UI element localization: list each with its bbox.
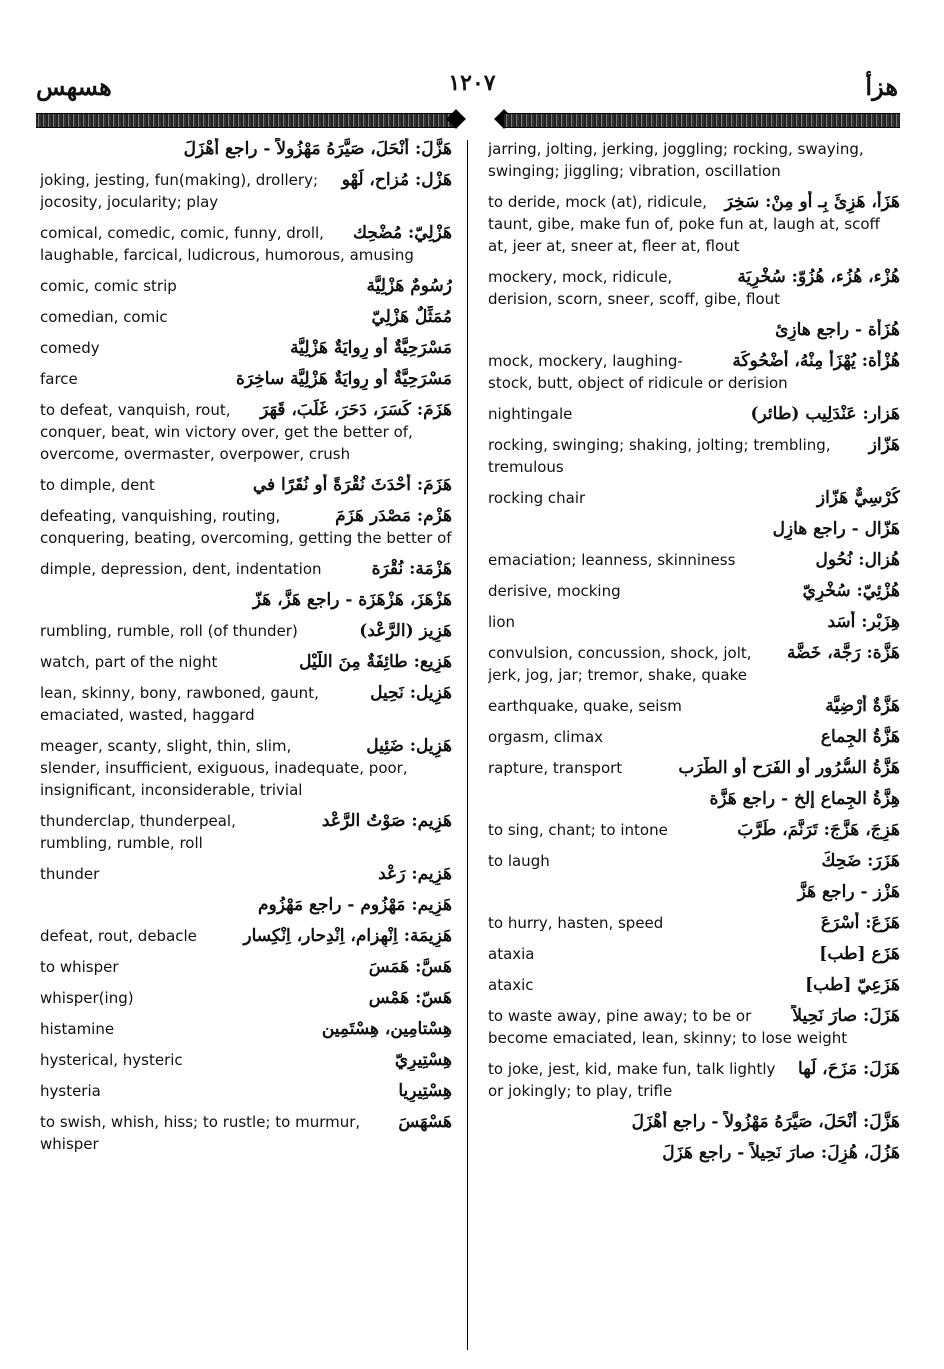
dictionary-entry (40, 169, 452, 213)
dictionary-entry (40, 474, 452, 496)
dictionary-entry (488, 943, 900, 965)
dictionary-entry (40, 735, 452, 801)
dictionary-entry (40, 337, 452, 359)
arabic-headword: هَزَّةُ الجِماع (820, 727, 900, 747)
english-definition: to sing, chant; to intone (488, 821, 668, 839)
dictionary-entry (40, 620, 452, 642)
arabic-headword: هُزَأَة - راجع هازِئ (775, 320, 900, 340)
arabic-headword: هَزَّلَ: أَنْحَلَ، صَيَّرَهُ مَهْزُولاً - راجع أَهْزَلَ (631, 1112, 900, 1132)
english-definition: to swish, whish, hiss; to rustle; to murmur, whisper (40, 1113, 361, 1153)
arabic-headword: هُزْء، هُزُء، هُزُوّ: سُخْرِيَة (737, 267, 900, 287)
english-definition: meager, scanty, slight, thin, slim, slender, insufficient, exiguous, inadequate, poor, insignificant, inconsiderable, trivial (40, 737, 408, 799)
dictionary-entry (488, 974, 900, 996)
arabic-headword: هَزّاز (868, 435, 900, 455)
dictionary-entry (40, 589, 452, 611)
dictionary-entry (488, 850, 900, 872)
arabic-headword: مَسْرَحِيَّةٌ أو رِوايَةٌ هَزْلِيَّة (290, 338, 452, 358)
arabic-headword: هَسَّ: هَمَسَ (368, 957, 452, 977)
arabic-headword: هَزَّةٌ أَرْضِيَّة (825, 696, 900, 716)
english-definition: to defeat, vanquish, rout, conquer, beat, win victory over, get the better of, overcome, overmaster, overpower, crush (40, 401, 413, 463)
arabic-headword: رُسُومٌ هَزْلِيَّة (366, 276, 452, 296)
dictionary-entry (40, 1049, 452, 1071)
english-definition: to hurry, hasten, speed (488, 914, 664, 932)
dictionary-entry (488, 580, 900, 602)
english-definition: orgasm, climax (488, 728, 604, 746)
dictionary-entry (488, 434, 900, 478)
dictionary-entry (40, 1111, 452, 1155)
arabic-headword: هِسْتامِين، هِسْتَمِين (321, 1019, 452, 1039)
dictionary-entry (488, 1111, 900, 1133)
arabic-headword: هِسْتِيرِيا (398, 1081, 452, 1101)
arabic-headword: هَزِيمَة: اِنْهِزام، اِنْدِحار، اِنْكِسار (243, 926, 452, 946)
english-definition: lean, skinny, bony, rawboned, gaunt, emaciated, wasted, haggard (40, 684, 319, 724)
dictionary-entry (488, 1005, 900, 1049)
arabic-headword: هَزِجَ، هَزَّجَ: تَرَنَّمَ، طَرَّبَ (737, 820, 900, 840)
arabic-headword: هَزِيز (الرَّعْد) (359, 621, 452, 641)
arabic-headword: هَزْز - راجع هَزَّ (797, 882, 900, 902)
dictionary-entry (40, 138, 452, 160)
dictionary-entry (488, 549, 900, 571)
arabic-headword: هِزَّةُ الجِماع إلخ - راجع هَزَّة (709, 789, 900, 809)
arabic-headword: هَزْمَة: نُقْرَة (371, 559, 452, 579)
dictionary-entry (40, 810, 452, 854)
dictionary-entry (40, 987, 452, 1009)
arabic-headword: هَزَمَ: أَحْدَثَ نُقْرَةً أو نُقَرًا في (252, 475, 452, 495)
arabic-headword: هَزار: عَنْدَلِيب (طائر) (750, 404, 900, 424)
page-number: ١٢٠٧ (448, 70, 496, 96)
dictionary-entry (488, 266, 900, 310)
dictionary-entry (488, 1142, 900, 1164)
arabic-headword: هَزِيم: مَهْزُوم - راجع مَهْزُوم (258, 895, 452, 915)
dictionary-entry (488, 403, 900, 425)
english-definition: to laugh (488, 852, 550, 870)
arabic-headword: هَزِيع: طائِفَةٌ مِنَ اللَّيْل (299, 652, 452, 672)
dictionary-entry (488, 487, 900, 509)
dictionary-entry (40, 894, 452, 916)
english-definition: defeat, rout, debacle (40, 927, 197, 945)
arabic-headword: هُزْأَة: يُهْزَأُ مِنْهُ، أُضْحُوكَة (732, 351, 900, 371)
arabic-headword: هَزَعِيّ [طب] (805, 975, 900, 995)
dictionary-entry (488, 191, 900, 257)
dictionary-entry (40, 956, 452, 978)
arabic-headword: هَزّال - راجع هازِل (772, 519, 900, 539)
arabic-headword: هَزُلَ، هُزِلَ: صارَ نَحِيلاً - راجع هَزَلَ (662, 1143, 900, 1163)
english-definition: whisper(ing) (40, 989, 134, 1007)
header-rule-left (36, 113, 456, 128)
arabic-headword: هِسْتِيرِيّ (394, 1050, 452, 1070)
english-definition: to dimple, dent (40, 476, 155, 494)
english-definition: dimple, depression, dent, indentation (40, 560, 322, 578)
english-definition: comedy (40, 339, 100, 357)
english-definition: jarring, jolting, jerking, joggling; rocking, swaying, swinging; jiggling; vibration, oscillation (488, 140, 864, 180)
dictionary-entry (488, 788, 900, 810)
arabic-headword: هَزْهَزَ، هَزْهَزَة - راجع هَزَّ، هَزّ (252, 590, 452, 610)
dictionary-entry (40, 682, 452, 726)
running-head-left: هسهس (36, 72, 112, 101)
english-definition: thunder (40, 865, 100, 883)
english-definition: to whisper (40, 958, 119, 976)
arabic-headword: هَزِيل: ضَئِيل (366, 736, 452, 756)
arabic-headword: هَزَلَ: مَزَحَ، لَها (798, 1059, 900, 1079)
dictionary-entry (488, 881, 900, 903)
dictionary-entry (488, 1058, 900, 1102)
arabic-headword: هَزَعَ: أَسْرَعَ (820, 913, 900, 933)
dictionary-entry (488, 757, 900, 779)
left-column (40, 138, 452, 1164)
dictionary-entry (488, 726, 900, 748)
english-definition: rocking chair (488, 489, 586, 507)
english-definition: thunderclap, thunderpeal, rumbling, rumble, roll (40, 812, 236, 852)
english-definition: lion (488, 613, 516, 631)
dictionary-entry (488, 912, 900, 934)
arabic-headword: هُزال: نُحُول (815, 550, 900, 570)
dictionary-entry (488, 611, 900, 633)
arabic-headword: هَزَأَ، هَزِئَ بِـ أو مِنْ: سَخِرَ (724, 192, 900, 212)
header-rule-right (504, 113, 900, 128)
english-definition: comical, comedic, comic, funny, droll, laughable, farcical, ludicrous, humorous, amusing (40, 224, 414, 264)
english-definition: emaciation; leanness, skinniness (488, 551, 736, 569)
arabic-headword: هُزْئِيّ: سُخْرِيّ (802, 581, 900, 601)
dictionary-entry (488, 695, 900, 717)
english-definition: watch, part of the night (40, 653, 218, 671)
english-definition: comedian, comic (40, 308, 168, 326)
arabic-headword: هَزَرَ: ضَحِكَ (821, 851, 900, 871)
dictionary-entry (488, 819, 900, 841)
arabic-headword: هَزْم: مَصْدَر هَزَمَ (335, 506, 452, 526)
english-definition: ataxic (488, 976, 534, 994)
arabic-headword: هَزَمَ: كَسَرَ، دَحَرَ، غَلَبَ، قَهَرَ (260, 400, 452, 420)
dictionary-entry (40, 651, 452, 673)
english-definition: joking, jesting, fun(making), drollery; jocosity, jocularity; play (40, 171, 319, 211)
english-definition: to waste away, pine away; to be or become emaciated, lean, skinny; to lose weight (488, 1007, 848, 1047)
dictionary-entry (40, 505, 452, 549)
english-definition: hysteria (40, 1082, 101, 1100)
english-definition: nightingale (488, 405, 573, 423)
dictionary-entry (40, 925, 452, 947)
english-definition: rapture, transport (488, 759, 623, 777)
dictionary-entry (488, 518, 900, 540)
dictionary-entry (40, 275, 452, 297)
english-definition: hysterical, hysteric (40, 1051, 183, 1069)
arabic-headword: هَزِيم: رَعْد (378, 864, 452, 884)
arabic-headword: هَزِيل: نَحِيل (370, 683, 452, 703)
dictionary-entry (40, 399, 452, 465)
english-definition: mock, mockery, laughing-stock, butt, object of ridicule or derision (488, 352, 788, 392)
english-definition: defeating, vanquishing, routing, conquering, beating, overcoming, getting the better of (40, 507, 452, 547)
english-definition: to deride, mock (at), ridicule, taunt, gibe, make fun of, poke fun at, laugh at, scoff at, jeer at, sneer at, fleer at, flout (488, 193, 880, 255)
arabic-headword: هِزَبْر: أَسَد (827, 612, 900, 632)
arabic-headword: هَسّ: هَمْس (368, 988, 452, 1008)
right-column (488, 138, 900, 1173)
arabic-headword: هَسْهَسَ (398, 1112, 452, 1132)
english-definition: comic, comic strip (40, 277, 177, 295)
dictionary-entry (40, 222, 452, 266)
arabic-headword: هَزَلَ: صارَ نَحِيلاً (792, 1006, 900, 1026)
arabic-headword: هَزِيم: صَوْتُ الرَّعْد (321, 811, 452, 831)
dictionary-entry (40, 863, 452, 885)
arabic-headword: هَزَّةُ السُّرُور أو الفَرَح أو الطَّرَب (678, 758, 900, 778)
english-definition: ataxia (488, 945, 535, 963)
english-definition: farce (40, 370, 78, 388)
english-definition: earthquake, quake, seism (488, 697, 682, 715)
dictionary-entry (40, 558, 452, 580)
dictionary-entry (40, 368, 452, 390)
english-definition: histamine (40, 1020, 115, 1038)
dictionary-entry (488, 319, 900, 341)
english-definition: to joke, jest, kid, make fun, talk lightly or jokingly; to play, trifle (488, 1060, 776, 1100)
arabic-headword: مُمَثِّلٌ هَزْلِيّ (371, 307, 452, 327)
dictionary-entry (488, 350, 900, 394)
dictionary-entry (40, 306, 452, 328)
arabic-headword: كُرْسِيٌّ هَزّاز (816, 488, 900, 508)
english-definition: rumbling, rumble, roll (of thunder) (40, 622, 298, 640)
arabic-headword: هَزَّلَ: أَنْحَلَ، صَيَّرَهُ مَهْزُولاً - راجع أَهْزَلَ (183, 139, 452, 159)
arabic-headword: هَزَع [طب] (819, 944, 900, 964)
dictionary-entry (40, 1080, 452, 1102)
english-definition: rocking, swinging; shaking, jolting; trembling, tremulous (488, 436, 831, 476)
column-divider (467, 140, 468, 1350)
dictionary-entry (488, 642, 900, 686)
dictionary-entry (488, 138, 900, 182)
arabic-headword: هَزَّة: رَجَّة، خَضَّة (786, 643, 900, 663)
english-definition: mockery, mock, ridicule, derision, scorn, sneer, scoff, gibe, flout (488, 268, 781, 308)
arabic-headword: هَزْلِيّ: مُضْحِك (352, 223, 452, 243)
running-head-right: هزأ (865, 72, 898, 101)
english-definition: convulsion, concussion, shock, jolt, jerk, jog, jar; tremor, shake, quake (488, 644, 752, 684)
english-definition: derisive, mocking (488, 582, 621, 600)
arabic-headword: مَسْرَحِيَّةٌ أو رِوايَةٌ هَزْلِيَّة ساخِرَة (236, 369, 452, 389)
dictionary-entry (40, 1018, 452, 1040)
arabic-headword: هَزْل: مُزاح، لَهْو (341, 170, 452, 190)
